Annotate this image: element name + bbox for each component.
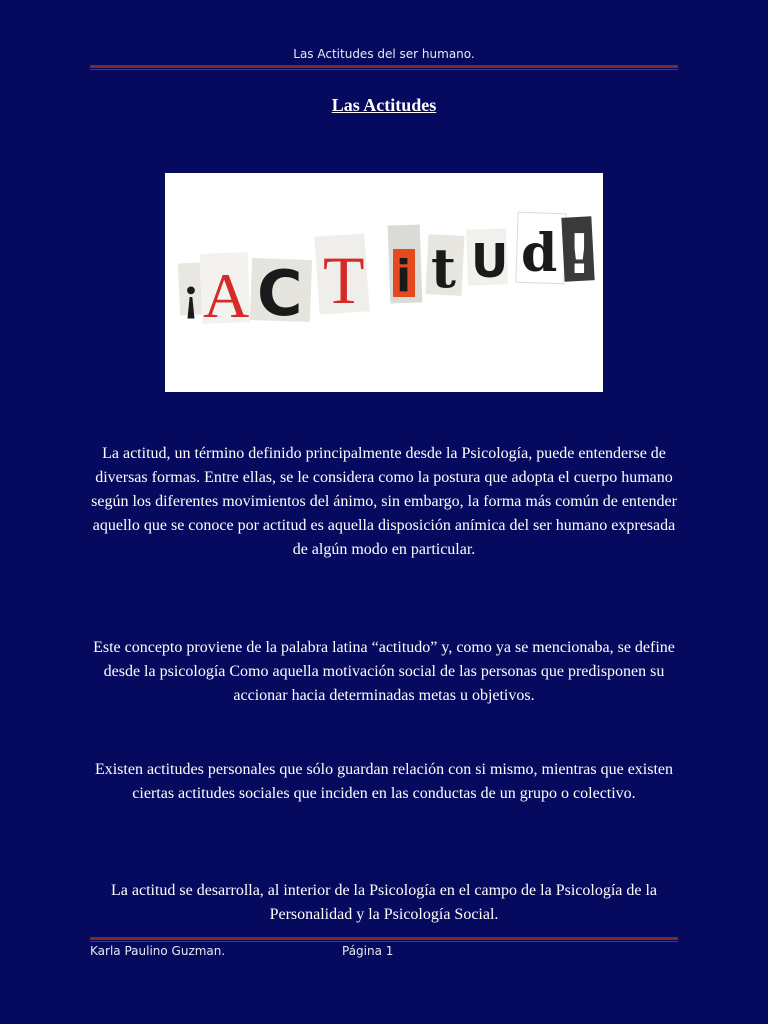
- ransom-letters-svg: [165, 173, 603, 392]
- letter-1: A: [203, 260, 250, 331]
- letter-3: T: [323, 242, 365, 318]
- footer-page-number: Página 1: [342, 944, 394, 958]
- actitud-ransom-letters-image: [165, 173, 603, 392]
- letter-4: i: [396, 251, 412, 302]
- footer-rule: [90, 937, 678, 942]
- footer-author: Karla Paulino Guzman.: [90, 944, 226, 958]
- letter-8: !: [567, 223, 592, 286]
- paragraph-3: Existen actitudes personales que sólo guardan relación con si mismo, mientras que existen ciertas actitudes sociales que inciden en las conductas de un grupo o colectivo.: [94, 761, 674, 802]
- running-header: Las Actitudes del ser humano.: [293, 47, 475, 61]
- letter-5: t: [431, 236, 456, 300]
- letter-2: C: [257, 257, 303, 330]
- letter-6: U: [471, 234, 509, 288]
- letter-7: d: [521, 223, 558, 284]
- letter-0: ¡: [183, 267, 199, 320]
- paragraph-2: Este concepto proviene de la palabra latina “actitudo” y, como ya se mencionaba, se define desde la psicología Como aquella motivación social de las personas que predisponen su accionar hacia determinadas metas u objetivos.: [93, 639, 675, 704]
- paragraph-1: La actitud, un término definido principalmente desde la Psicología, puede entenderse de diversas formas. Entre ellas, se le considera como la postura que adopta el cuerpo humano según los diferentes movimientos del ánimo, sin embargo, la forma más común de entender aquello que se conoce por actitud es aquella disposición anímica del ser humano expresada de algún modo en particular.: [91, 445, 677, 558]
- paragraph-4: La actitud se desarrolla, al interior de la Psicología en el campo de la Psicología de la Personalidad y la Psicología Social.: [110, 882, 658, 923]
- header-rule: [90, 65, 678, 70]
- document-title: Las Actitudes: [331, 95, 437, 115]
